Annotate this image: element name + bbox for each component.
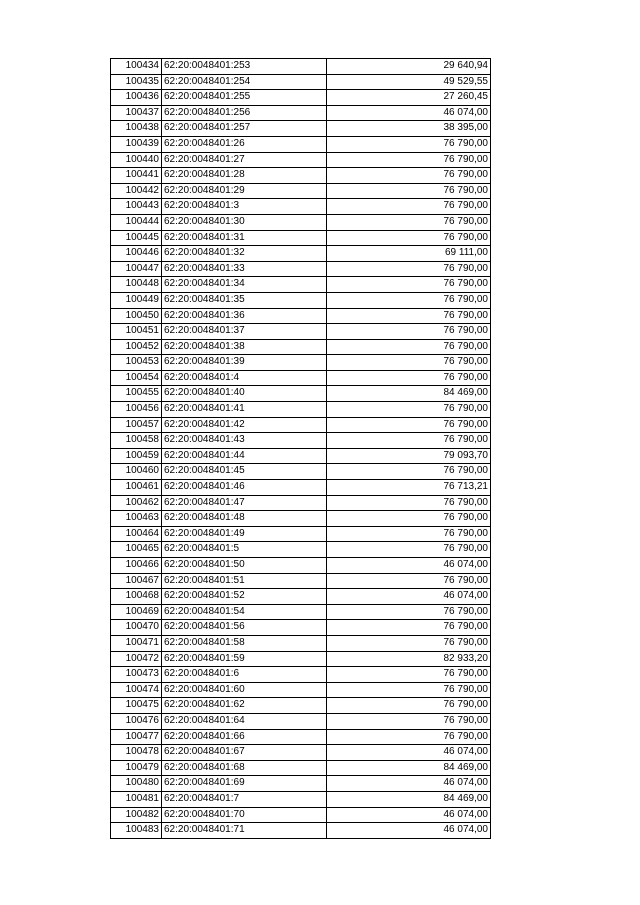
table-row (111, 448, 491, 464)
cadastral-value-cell: 49 529,55 (327, 74, 491, 90)
cadastral-value-cell: 46 074,00 (327, 105, 491, 121)
cadastral-number-cell: 62:20:0048401:47 (162, 495, 327, 511)
row-id-cell: 100471 (111, 635, 162, 651)
row-id-cell: 100440 (111, 152, 162, 168)
table-row (111, 651, 491, 667)
table-row (111, 542, 491, 558)
row-id-cell: 100467 (111, 573, 162, 589)
row-id-cell: 100439 (111, 136, 162, 152)
table-row (111, 183, 491, 199)
cadastral-value-cell: 38 395,00 (327, 121, 491, 137)
cadastral-number-cell: 62:20:0048401:59 (162, 651, 327, 667)
table-row (111, 292, 491, 308)
cadastral-value-cell: 76 790,00 (327, 136, 491, 152)
cadastral-number-cell: 62:20:0048401:255 (162, 90, 327, 106)
row-id-cell: 100459 (111, 448, 162, 464)
row-id-cell: 100483 (111, 823, 162, 839)
cadastral-value-cell: 79 093,70 (327, 448, 491, 464)
table-body (111, 59, 491, 839)
cadastral-number-cell: 62:20:0048401:29 (162, 183, 327, 199)
cadastral-value-cell: 76 790,00 (327, 433, 491, 449)
table-row (111, 589, 491, 605)
cadastral-value-cell: 76 790,00 (327, 214, 491, 230)
row-id-cell: 100462 (111, 495, 162, 511)
cadastral-number-cell: 62:20:0048401:37 (162, 324, 327, 340)
cadastral-number-cell: 62:20:0048401:30 (162, 214, 327, 230)
cadastral-number-cell: 62:20:0048401:3 (162, 199, 327, 215)
table-row (111, 136, 491, 152)
cadastral-value-cell: 76 790,00 (327, 464, 491, 480)
row-id-cell: 100458 (111, 433, 162, 449)
cadastral-number-cell: 62:20:0048401:41 (162, 402, 327, 418)
cadastral-value-cell: 84 469,00 (327, 760, 491, 776)
row-id-cell: 100452 (111, 339, 162, 355)
table-row (111, 121, 491, 137)
cadastral-value-cell: 76 790,00 (327, 292, 491, 308)
cadastral-value-cell: 84 469,00 (327, 791, 491, 807)
cadastral-value-cell: 76 790,00 (327, 495, 491, 511)
table-row (111, 511, 491, 527)
row-id-cell: 100437 (111, 105, 162, 121)
cadastral-value-cell: 76 790,00 (327, 230, 491, 246)
row-id-cell: 100445 (111, 230, 162, 246)
cadastral-number-cell: 62:20:0048401:43 (162, 433, 327, 449)
cadastral-number-cell: 62:20:0048401:67 (162, 745, 327, 761)
row-id-cell: 100451 (111, 324, 162, 340)
table-row (111, 90, 491, 106)
table-row (111, 417, 491, 433)
cadastral-value-cell: 76 790,00 (327, 729, 491, 745)
cadastral-value-cell: 76 790,00 (327, 277, 491, 293)
row-id-cell: 100446 (111, 246, 162, 262)
cadastral-number-cell: 62:20:0048401:68 (162, 760, 327, 776)
cadastral-number-cell: 62:20:0048401:5 (162, 542, 327, 558)
table-row (111, 59, 491, 75)
cadastral-value-cell: 76 790,00 (327, 682, 491, 698)
table-row (111, 152, 491, 168)
table-row (111, 105, 491, 121)
cadastral-number-cell: 62:20:0048401:39 (162, 355, 327, 371)
row-id-cell: 100476 (111, 713, 162, 729)
table-row (111, 495, 491, 511)
table-row (111, 480, 491, 496)
table-row (111, 386, 491, 402)
table-row (111, 324, 491, 340)
cadastral-number-cell: 62:20:0048401:257 (162, 121, 327, 137)
cadastral-value-cell: 76 790,00 (327, 526, 491, 542)
cadastral-value-cell: 76 790,00 (327, 261, 491, 277)
row-id-cell: 100444 (111, 214, 162, 230)
row-id-cell: 100457 (111, 417, 162, 433)
cadastral-number-cell: 62:20:0048401:36 (162, 308, 327, 324)
cadastral-value-cell: 76 790,00 (327, 667, 491, 683)
cadastral-value-cell: 76 790,00 (327, 152, 491, 168)
table-row (111, 807, 491, 823)
cadastral-number-cell: 62:20:0048401:58 (162, 635, 327, 651)
row-id-cell: 100480 (111, 776, 162, 792)
row-id-cell: 100477 (111, 729, 162, 745)
table-row (111, 433, 491, 449)
row-id-cell: 100473 (111, 667, 162, 683)
row-id-cell: 100436 (111, 90, 162, 106)
table-row (111, 74, 491, 90)
cadastral-value-cell: 76 790,00 (327, 542, 491, 558)
row-id-cell: 100463 (111, 511, 162, 527)
row-id-cell: 100469 (111, 604, 162, 620)
row-id-cell: 100474 (111, 682, 162, 698)
cadastral-value-cell: 46 074,00 (327, 589, 491, 605)
cadastral-number-cell: 62:20:0048401:33 (162, 261, 327, 277)
cadastral-number-cell: 62:20:0048401:42 (162, 417, 327, 433)
cadastral-value-cell: 76 790,00 (327, 698, 491, 714)
cadastral-value-table (110, 58, 491, 839)
cadastral-number-cell: 62:20:0048401:45 (162, 464, 327, 480)
table-row (111, 168, 491, 184)
cadastral-number-cell: 62:20:0048401:52 (162, 589, 327, 605)
cadastral-number-cell: 62:20:0048401:66 (162, 729, 327, 745)
table-row (111, 682, 491, 698)
cadastral-number-cell: 62:20:0048401:35 (162, 292, 327, 308)
row-id-cell: 100448 (111, 277, 162, 293)
table-row (111, 604, 491, 620)
cadastral-number-cell: 62:20:0048401:4 (162, 370, 327, 386)
row-id-cell: 100464 (111, 526, 162, 542)
table-row (111, 620, 491, 636)
row-id-cell: 100455 (111, 386, 162, 402)
cadastral-number-cell: 62:20:0048401:26 (162, 136, 327, 152)
cadastral-value-cell: 46 074,00 (327, 776, 491, 792)
table-row (111, 370, 491, 386)
row-id-cell: 100441 (111, 168, 162, 184)
cadastral-number-cell: 62:20:0048401:46 (162, 480, 327, 496)
cadastral-value-cell: 76 713,21 (327, 480, 491, 496)
cadastral-value-cell: 76 790,00 (327, 370, 491, 386)
row-id-cell: 100470 (111, 620, 162, 636)
row-id-cell: 100453 (111, 355, 162, 371)
row-id-cell: 100465 (111, 542, 162, 558)
cadastral-value-cell: 46 074,00 (327, 823, 491, 839)
cadastral-value-cell: 76 790,00 (327, 199, 491, 215)
cadastral-number-cell: 62:20:0048401:54 (162, 604, 327, 620)
cadastral-number-cell: 62:20:0048401:256 (162, 105, 327, 121)
cadastral-number-cell: 62:20:0048401:69 (162, 776, 327, 792)
row-id-cell: 100454 (111, 370, 162, 386)
row-id-cell: 100443 (111, 199, 162, 215)
cadastral-number-cell: 62:20:0048401:27 (162, 152, 327, 168)
cadastral-number-cell: 62:20:0048401:62 (162, 698, 327, 714)
table-row (111, 230, 491, 246)
cadastral-number-cell: 62:20:0048401:34 (162, 277, 327, 293)
table-row (111, 261, 491, 277)
cadastral-number-cell: 62:20:0048401:49 (162, 526, 327, 542)
cadastral-number-cell: 62:20:0048401:38 (162, 339, 327, 355)
cadastral-number-cell: 62:20:0048401:51 (162, 573, 327, 589)
cadastral-value-cell: 76 790,00 (327, 168, 491, 184)
cadastral-number-cell: 62:20:0048401:31 (162, 230, 327, 246)
table-row (111, 713, 491, 729)
row-id-cell: 100472 (111, 651, 162, 667)
cadastral-number-cell: 62:20:0048401:254 (162, 74, 327, 90)
cadastral-value-cell: 29 640,94 (327, 59, 491, 75)
cadastral-number-cell: 62:20:0048401:6 (162, 667, 327, 683)
cadastral-value-cell: 27 260,45 (327, 90, 491, 106)
cadastral-number-cell: 62:20:0048401:48 (162, 511, 327, 527)
row-id-cell: 100450 (111, 308, 162, 324)
table-row (111, 214, 491, 230)
table-row (111, 246, 491, 262)
row-id-cell: 100468 (111, 589, 162, 605)
cadastral-number-cell: 62:20:0048401:50 (162, 558, 327, 574)
cadastral-value-cell: 84 469,00 (327, 386, 491, 402)
row-id-cell: 100475 (111, 698, 162, 714)
table-row (111, 823, 491, 839)
cadastral-value-cell: 76 790,00 (327, 573, 491, 589)
cadastral-number-cell: 62:20:0048401:60 (162, 682, 327, 698)
cadastral-value-cell: 69 111,00 (327, 246, 491, 262)
row-id-cell: 100461 (111, 480, 162, 496)
table-row (111, 729, 491, 745)
table-row (111, 199, 491, 215)
table-row (111, 464, 491, 480)
table-row (111, 573, 491, 589)
cadastral-number-cell: 62:20:0048401:28 (162, 168, 327, 184)
row-id-cell: 100479 (111, 760, 162, 776)
cadastral-number-cell: 62:20:0048401:32 (162, 246, 327, 262)
cadastral-value-cell: 46 074,00 (327, 807, 491, 823)
document-page (110, 58, 491, 839)
table-row (111, 635, 491, 651)
table-row (111, 745, 491, 761)
row-id-cell: 100442 (111, 183, 162, 199)
table-row (111, 698, 491, 714)
cadastral-number-cell: 62:20:0048401:253 (162, 59, 327, 75)
cadastral-number-cell: 62:20:0048401:40 (162, 386, 327, 402)
cadastral-value-cell: 76 790,00 (327, 308, 491, 324)
row-id-cell: 100460 (111, 464, 162, 480)
cadastral-value-cell: 76 790,00 (327, 339, 491, 355)
row-id-cell: 100481 (111, 791, 162, 807)
table-row (111, 308, 491, 324)
table-row (111, 355, 491, 371)
cadastral-value-cell: 76 790,00 (327, 604, 491, 620)
table-row (111, 760, 491, 776)
cadastral-number-cell: 62:20:0048401:64 (162, 713, 327, 729)
cadastral-number-cell: 62:20:0048401:7 (162, 791, 327, 807)
table-row (111, 402, 491, 418)
row-id-cell: 100434 (111, 59, 162, 75)
cadastral-number-cell: 62:20:0048401:44 (162, 448, 327, 464)
table-row (111, 791, 491, 807)
table-row (111, 776, 491, 792)
table-row (111, 667, 491, 683)
cadastral-value-cell: 76 790,00 (327, 324, 491, 340)
cadastral-value-cell: 82 933,20 (327, 651, 491, 667)
cadastral-value-cell: 46 074,00 (327, 558, 491, 574)
cadastral-value-cell: 76 790,00 (327, 402, 491, 418)
table-row (111, 558, 491, 574)
cadastral-value-cell: 76 790,00 (327, 355, 491, 371)
cadastral-number-cell: 62:20:0048401:70 (162, 807, 327, 823)
table-row (111, 526, 491, 542)
row-id-cell: 100478 (111, 745, 162, 761)
cadastral-value-cell: 76 790,00 (327, 511, 491, 527)
row-id-cell: 100449 (111, 292, 162, 308)
row-id-cell: 100466 (111, 558, 162, 574)
cadastral-value-cell: 76 790,00 (327, 417, 491, 433)
row-id-cell: 100482 (111, 807, 162, 823)
cadastral-value-cell: 76 790,00 (327, 635, 491, 651)
cadastral-number-cell: 62:20:0048401:56 (162, 620, 327, 636)
row-id-cell: 100456 (111, 402, 162, 418)
table-row (111, 277, 491, 293)
cadastral-value-cell: 46 074,00 (327, 745, 491, 761)
cadastral-value-cell: 76 790,00 (327, 713, 491, 729)
row-id-cell: 100435 (111, 74, 162, 90)
table-row (111, 339, 491, 355)
cadastral-number-cell: 62:20:0048401:71 (162, 823, 327, 839)
cadastral-value-cell: 76 790,00 (327, 183, 491, 199)
row-id-cell: 100438 (111, 121, 162, 137)
cadastral-value-cell: 76 790,00 (327, 620, 491, 636)
row-id-cell: 100447 (111, 261, 162, 277)
